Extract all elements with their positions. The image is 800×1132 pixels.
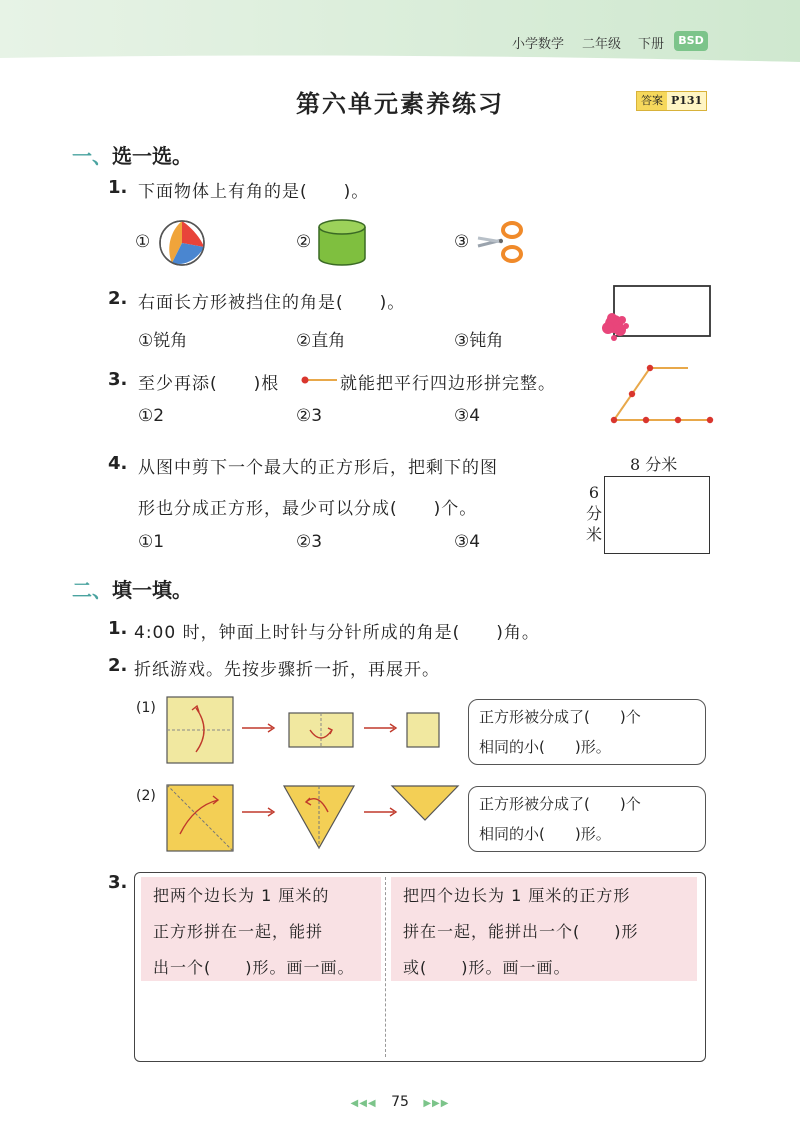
- s1-q1-number: 1.: [108, 177, 128, 198]
- s1-q4-number: 4.: [108, 453, 128, 474]
- s1-q4-option-1: ①1: [138, 532, 165, 552]
- q3-right-drawing-area[interactable]: [391, 985, 697, 1055]
- section2-heading: [72, 574, 192, 603]
- q3-right-line1: 把四个边长为 1 厘米的正方形: [403, 886, 631, 905]
- scissors-icon: [476, 218, 526, 266]
- s1-q3-text-b: 就能把平行四边形拼完整。: [340, 374, 556, 394]
- fold1-step3-small-square: [406, 712, 440, 748]
- section2-title: 填一填。: [112, 578, 192, 602]
- s1-q3-option-1: ①2: [138, 406, 165, 426]
- s1-q2-text: 右面长方形被挡住的角是( )。: [138, 293, 406, 313]
- fold2-step2-triangle: [282, 784, 356, 850]
- left-arrows-icon: ◀◀◀: [350, 1098, 377, 1109]
- fold2-label: (2): [136, 788, 156, 804]
- page-footer: [0, 1094, 800, 1110]
- s1-q3-option-3: ③4: [454, 406, 481, 426]
- s1-q2-option-3: ③钝角: [454, 331, 504, 351]
- right-arrows-icon: ▶▶▶: [423, 1098, 450, 1109]
- fold2-answer-line1: 正方形被分成了( )个: [479, 795, 641, 813]
- rect-height-char-1: 6: [588, 483, 600, 502]
- s1-q3-number: 3.: [108, 369, 128, 390]
- section1-number: 一、: [72, 144, 112, 168]
- answer-reference: [636, 91, 707, 111]
- s1-q1-option-2: ②: [296, 232, 312, 252]
- matchstick-parallelogram-figure: [602, 362, 718, 428]
- q3-drawing-box: [134, 872, 706, 1062]
- arrow-right-icon: [242, 806, 276, 818]
- s1-q4-line2: 形也分成正方形，最少可以分成( )个。: [138, 499, 478, 519]
- arrow-right-icon: [242, 722, 276, 734]
- header-subject: 小学数学: [512, 37, 565, 52]
- page-number: 75: [391, 1094, 409, 1110]
- s1-q3-text-a: 至少再添( )根: [138, 374, 280, 394]
- s2-q2-number: 2.: [108, 655, 128, 676]
- s1-q1-text: 下面物体上有角的是( )。: [138, 182, 370, 202]
- cylinder-icon: [316, 218, 368, 268]
- q3-left-prompt: [141, 877, 381, 981]
- edition-badge: BSD: [674, 31, 708, 51]
- q3-right-line3: 或( )形。画一画。: [403, 958, 571, 977]
- q3-left-drawing-area[interactable]: [139, 985, 379, 1055]
- section2-number: 二、: [72, 578, 112, 602]
- section1-title: 选一选。: [112, 144, 192, 168]
- s1-q3-option-2: ②3: [296, 406, 323, 426]
- fold2-answer-line2: 相同的小( )形。: [479, 825, 611, 843]
- s2-q1-number: 1.: [108, 618, 128, 639]
- s1-q2-option-2: ②直角: [296, 331, 346, 351]
- fold2-step1-square: [166, 784, 234, 852]
- rect-height-char-2: 分: [586, 504, 603, 523]
- rect-width-label: 8 分米: [630, 455, 678, 474]
- s1-q1-option-1: ①: [135, 232, 151, 252]
- q3-left-line1: 把两个边长为 1 厘米的: [153, 886, 330, 905]
- section1-heading: [72, 140, 192, 169]
- q3-divider: [385, 877, 386, 1057]
- s2-q2-text: 折纸游戏。先按步骤折一折，再展开。: [134, 660, 440, 680]
- s1-q4-option-3: ③4: [454, 532, 481, 552]
- fold1-step1-square: [166, 696, 234, 764]
- rect-height-label: [586, 482, 602, 545]
- fold2-step3-small-triangle: [390, 784, 460, 824]
- q3-right-line2: 拼在一起，能拼出一个( )形: [403, 922, 639, 941]
- page-title: 第六单元素养练习: [296, 90, 504, 118]
- header-volume: 下册: [638, 37, 665, 52]
- matchstick-icon: [301, 374, 341, 386]
- s2-q3-number: 3.: [108, 872, 128, 893]
- s1-q4-option-2: ②3: [296, 532, 323, 552]
- rect-height-char-3: 米: [586, 525, 603, 544]
- q3-left-line3: 出一个( )形。画一画。: [153, 958, 355, 977]
- fold1-answer-card: [468, 699, 706, 765]
- q4-rectangle: [604, 476, 710, 554]
- beach-ball-icon: [158, 219, 206, 267]
- fold1-step2-rectangle: [288, 712, 354, 748]
- s1-q1-option-3: ③: [454, 232, 470, 252]
- q3-left-line2: 正方形拼在一起，能拼: [153, 922, 324, 941]
- answer-page: P131: [667, 92, 706, 110]
- q3-right-prompt: [391, 877, 697, 981]
- covered-rectangle-figure: [596, 280, 716, 348]
- s1-q4-line1: 从图中剪下一个最大的正方形后，把剩下的图: [138, 458, 498, 478]
- s2-q1-text: 4:00 时，钟面上时针与分针所成的角是( )角。: [134, 623, 540, 643]
- answer-label: 答案: [641, 94, 663, 107]
- fold1-answer-line2: 相同的小( )形。: [479, 738, 611, 756]
- fold1-label: (1): [136, 700, 156, 716]
- fold1-answer-line1: 正方形被分成了( )个: [479, 708, 641, 726]
- arrow-right-icon: [364, 722, 398, 734]
- s1-q2-number: 2.: [108, 288, 128, 309]
- header-grade: 二年级: [582, 37, 622, 52]
- fold2-answer-card: [468, 786, 706, 852]
- s1-q2-option-1: ①锐角: [138, 331, 188, 351]
